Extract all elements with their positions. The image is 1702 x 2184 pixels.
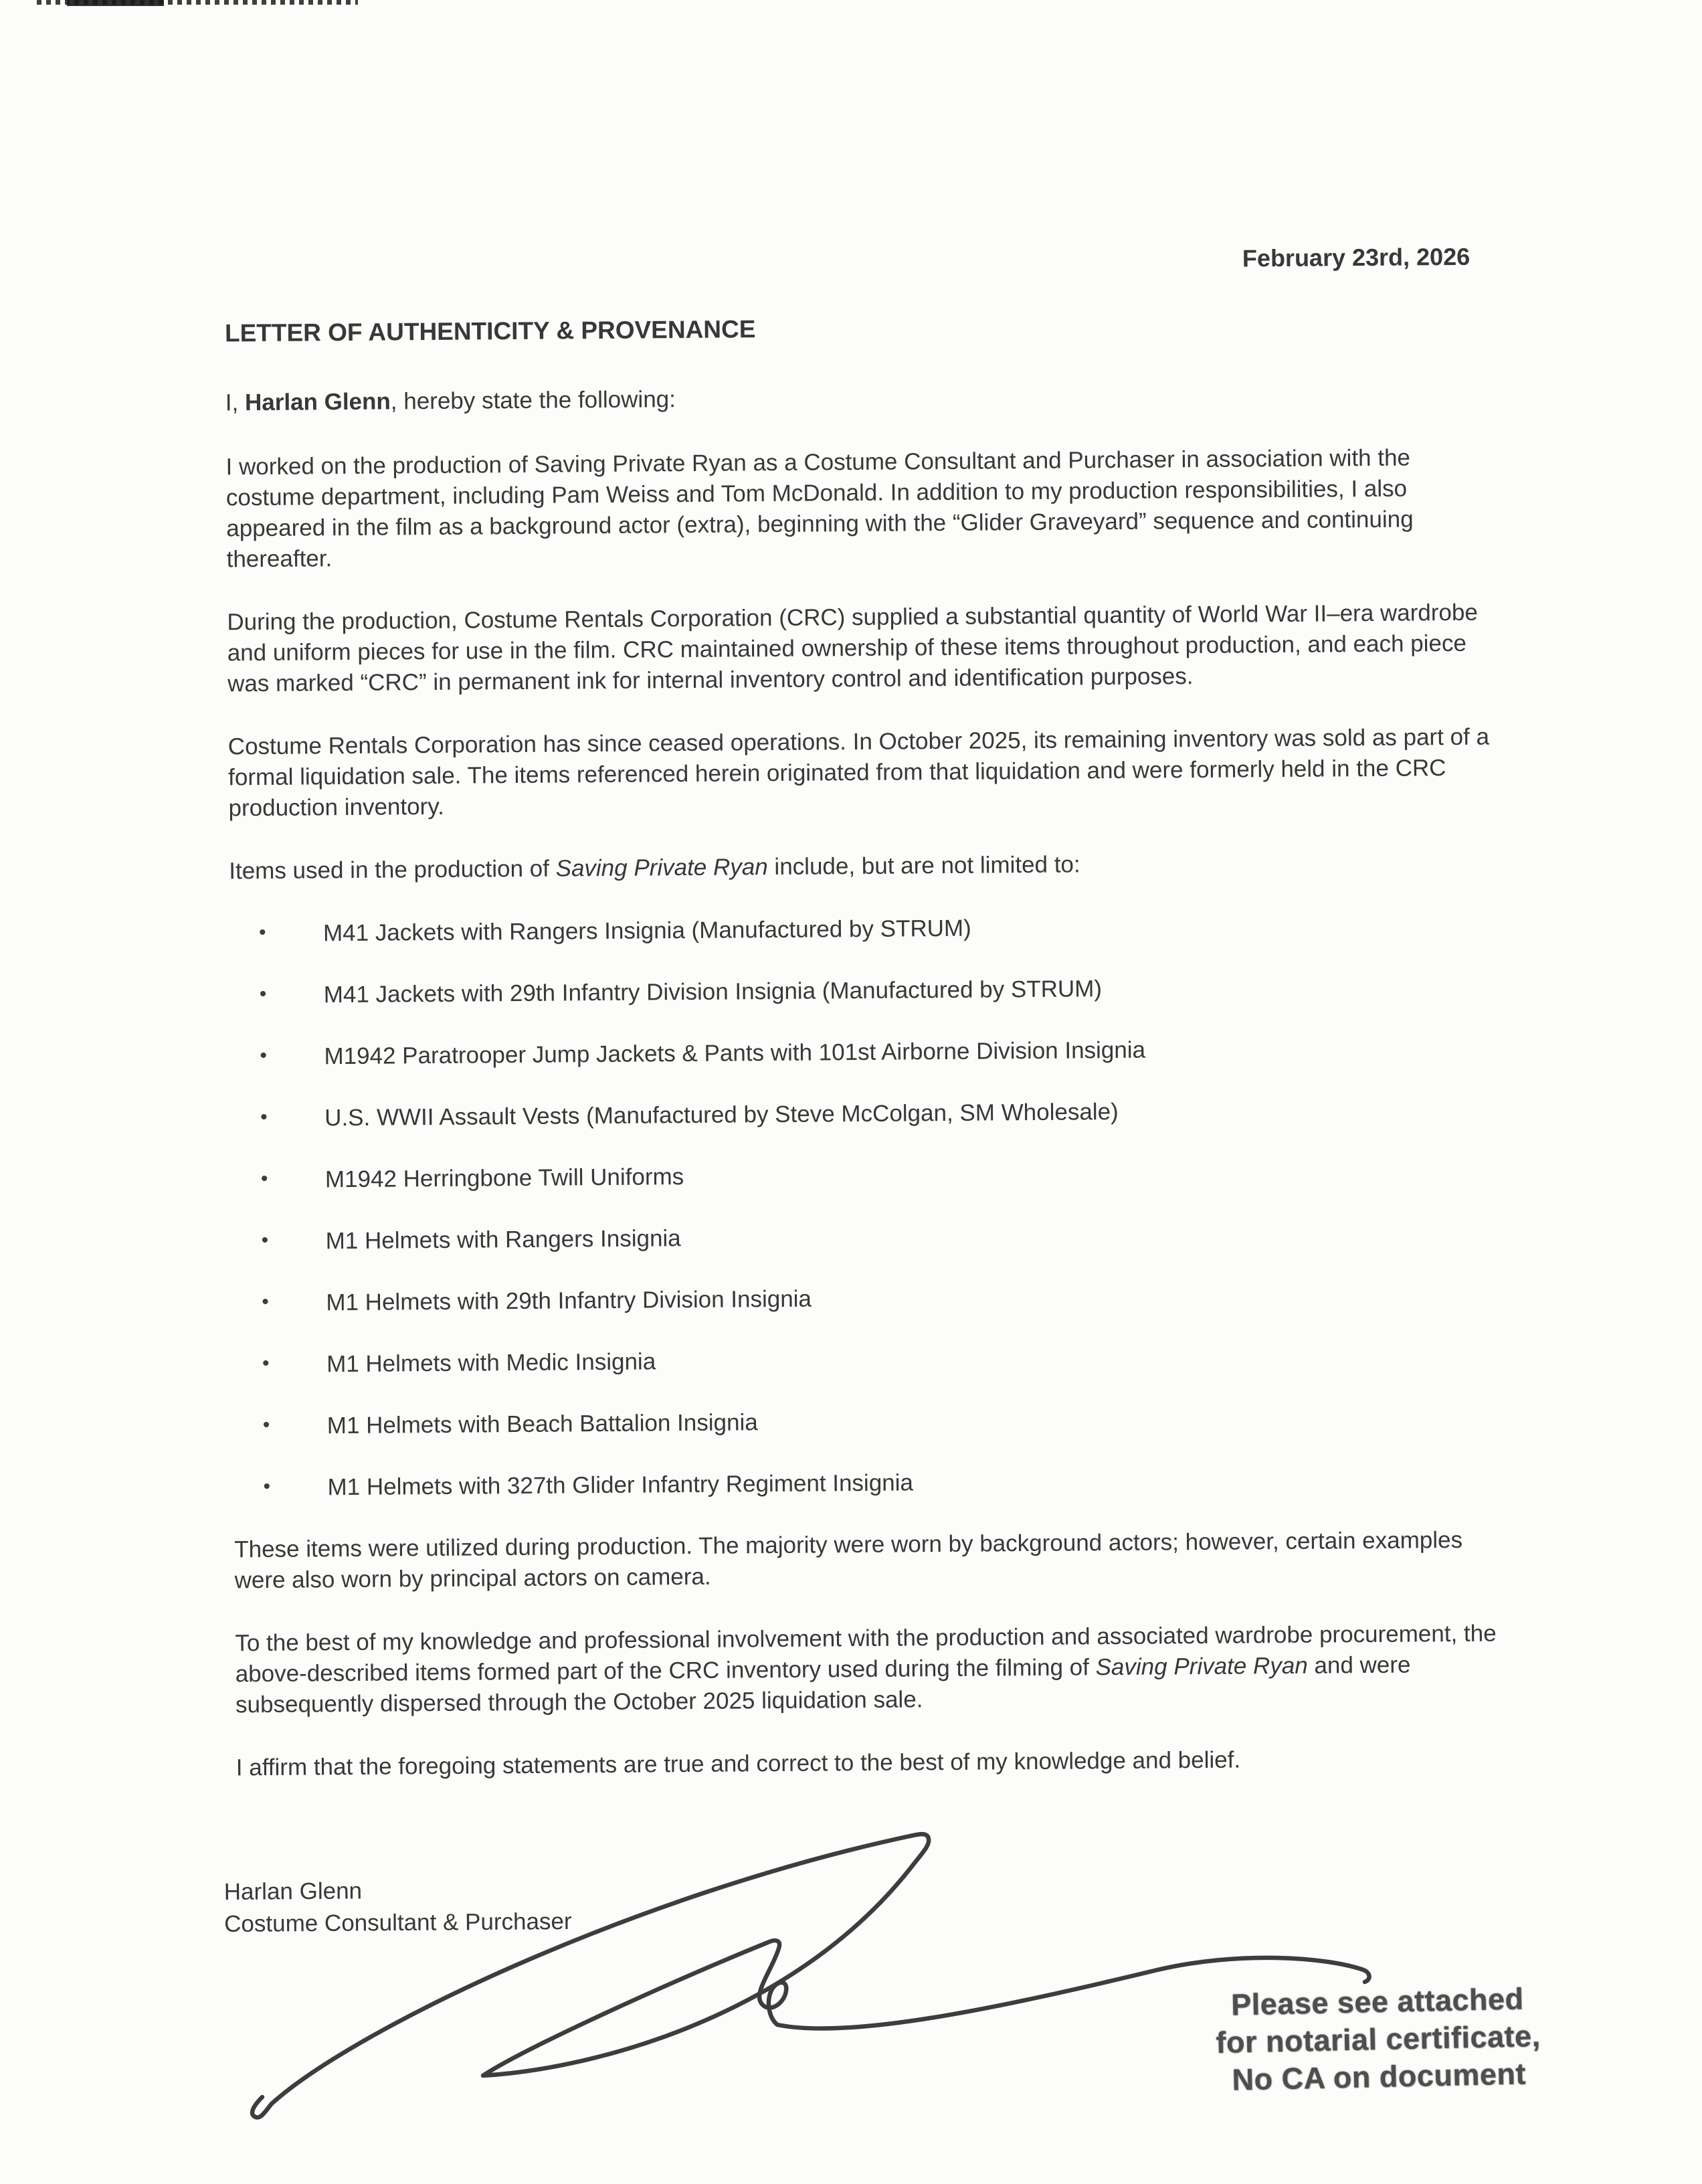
film-title: Saving Private Ryan: [1095, 1652, 1308, 1681]
stamp-line: No CA on document: [1232, 2056, 1527, 2097]
paragraph-usage: These items were utilized during production. The majority were worn by background actors; however, certain examples were also worn by principal actors on camera.: [234, 1526, 1463, 1594]
items-list: [229, 909, 1499, 1504]
scan-artifact-top-edge-dense: [67, 0, 164, 6]
letter-title: LETTER OF AUTHENTICITY & PROVENANCE: [224, 315, 756, 347]
paragraph-knowledge: [235, 1619, 1500, 1721]
list-item: • M1 Helmets with Rangers Insignia: [231, 1217, 1496, 1258]
stamp-line: Please see attached: [1230, 1981, 1524, 2022]
list-item: • M41 Jackets with Rangers Insignia (Manufactured by STRUM): [229, 909, 1494, 950]
intro-post: , hereby state the following:: [390, 386, 676, 415]
intro-pre: I,: [225, 389, 246, 416]
notary-stamp: [1196, 1979, 1559, 2099]
paragraph-items-intro: [229, 846, 1493, 887]
letter-body: [224, 242, 1501, 1816]
film-title: Saving Private Ryan: [555, 854, 768, 882]
list-item: • M1 Helmets with 29th Infantry Division Insignia: [232, 1279, 1497, 1320]
list-item: • M1 Helmets with Medic Insignia: [233, 1340, 1497, 1381]
stamp-line: for notarial certificate,: [1215, 2018, 1541, 2060]
paragraph-production-role: I worked on the production of Saving Private Ryan as a Costume Consultant and Purchaser in association with the costume department, including Pam Weiss and Tom McDonald. In addition to my production responsibilities, I also appeared in the film as a background actor (extra), beginning with the “Glider Graveyard” sequence and continuing thereafter.: [225, 444, 1414, 573]
paragraph-affirmation: I affirm that the foregoing statements are true and correct to the best of my knowledge and belief.: [235, 1746, 1241, 1781]
letter-date: February 23rd, 2026: [1242, 242, 1471, 272]
intro-statement: [225, 378, 1490, 419]
list-item: • M1942 Herringbone Twill Uniforms: [231, 1156, 1496, 1196]
list-item: • M1942 Paratrooper Jump Jackets & Pants with 101st Airborne Division Insignia: [230, 1032, 1495, 1073]
knowledge-pre: To the best of my knowledge and professional involvement with the production and associated wardrobe procurement, the above-described items formed part of the CRC inventory used during the filming of: [235, 1620, 1497, 1688]
list-item: • M1 Helmets with Beach Battalion Insignia: [233, 1402, 1498, 1443]
declarant-name: Harlan Glenn: [244, 388, 391, 416]
knowledge-post: and were subsequently dispersed through the October 2025 liquidation sale.: [235, 1651, 1411, 1718]
items-intro-pre: Items used in the production of: [229, 855, 556, 885]
list-item: • U.S. WWII Assault Vests (Manufactured by Steve McColgan, SM Wholesale): [231, 1094, 1495, 1135]
signatory-title: Costume Consultant & Purchaser: [224, 1908, 572, 1938]
signatory-name: Harlan Glenn: [223, 1878, 363, 1906]
signature-scrawl: [221, 1815, 1398, 2149]
items-intro-post: include, but are not limited to:: [767, 851, 1080, 881]
list-item: • M41 Jackets with 29th Infantry Division Insignia (Manufactured by STRUM): [230, 971, 1495, 1012]
paragraph-liquidation: Costume Rentals Corporation has since ceased operations. In October 2025, its remaining inventory was sold as part of a formal liquidation sale. The items referenced herein originated from that liquidation and were formerly held in the CRC production inventory.: [227, 723, 1490, 822]
list-item: • M1 Helmets with 327th Glider Infantry Regiment Insignia: [233, 1463, 1498, 1504]
paragraph-crc-supply: During the production, Costume Rentals Corporation (CRC) supplied a substantial quantity of World War II–era wardrobe and uniform pieces for use in the film. CRC maintained ownership of these items throughout production, and each piece was marked “CRC” in permanent ink for internal inventory control and identification purposes.: [227, 599, 1478, 697]
